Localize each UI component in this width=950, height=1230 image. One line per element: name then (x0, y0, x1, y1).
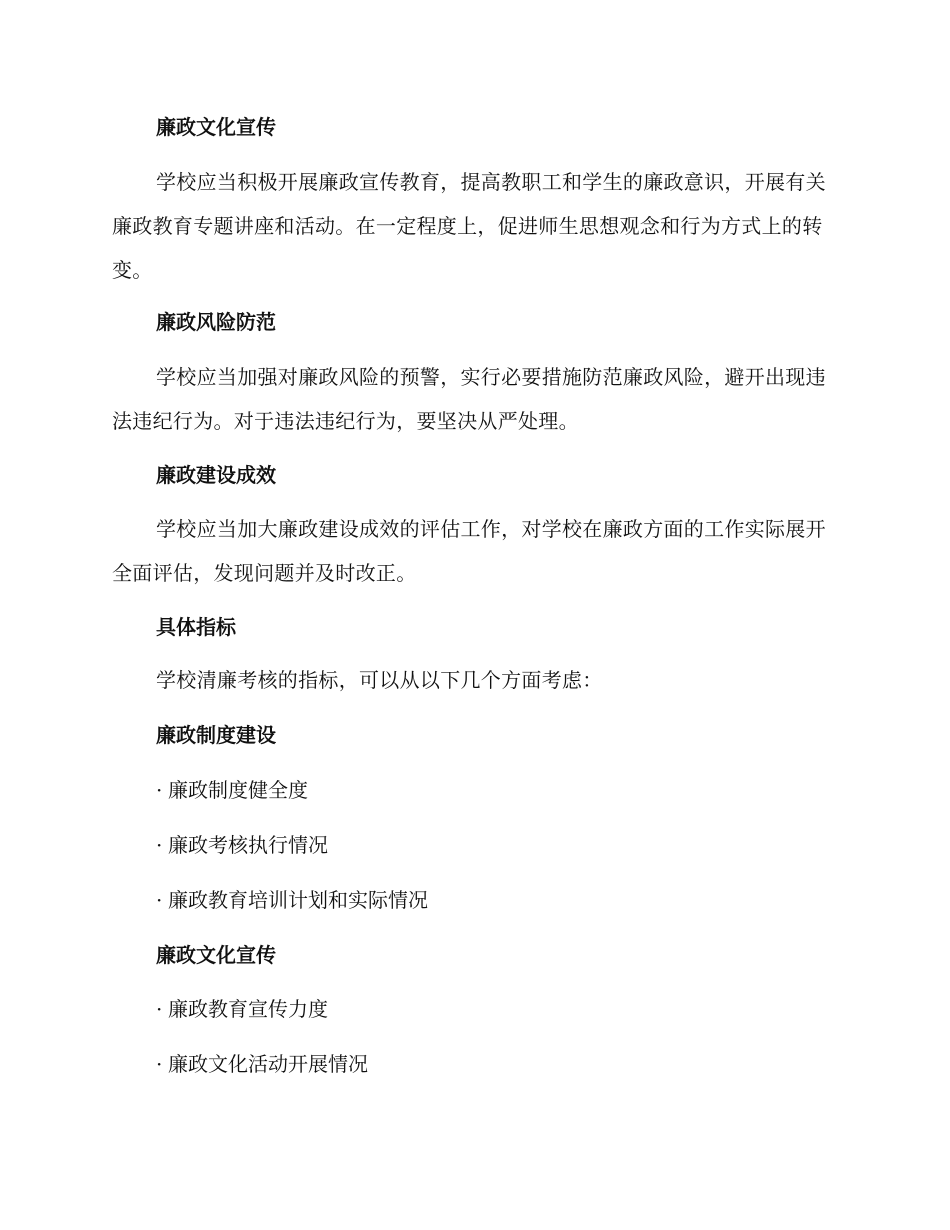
bullet-icon: · (156, 1052, 163, 1076)
bullet-icon: · (156, 888, 163, 912)
section-heading-risk: 廉政风险防范 (156, 310, 276, 334)
list-item-text: 廉政教育培训计划和实际情况 (168, 888, 428, 912)
section-heading-effectiveness: 廉政建设成效 (156, 463, 276, 487)
list-item (112, 775, 876, 805)
indicator-heading-system: 廉政制度建设 (156, 723, 276, 747)
section-paragraph-effectiveness: 学校应当加大廉政建设成效的评估工作，对学校在廉政方面的工作实际展开全面评估，发现问题并及时改正。 (112, 517, 826, 585)
bullet-icon: · (156, 833, 163, 857)
list-item (112, 1049, 876, 1079)
section-heading-culture: 廉政文化宣传 (156, 115, 276, 139)
document-page (112, 0, 832, 1230)
section-paragraph-culture: 学校应当积极开展廉政宣传教育，提高教职工和学生的廉政意识，开展有关廉政教育专题讲座和活动。在一定程度上，促进师生思想观念和行为方式上的转变。 (112, 170, 826, 282)
list-item-text: 廉政制度健全度 (168, 778, 308, 802)
bullet-icon: · (156, 997, 163, 1021)
list-item-text: 廉政考核执行情况 (168, 833, 328, 857)
section-paragraph-indicators: 学校清廉考核的指标，可以从以下几个方面考虑： (156, 668, 603, 692)
section-heading-indicators: 具体指标 (156, 615, 236, 639)
list-item (112, 830, 876, 860)
bullet-icon: · (156, 778, 163, 802)
list-item (112, 994, 876, 1024)
indicator-heading-culture: 廉政文化宣传 (156, 943, 276, 967)
list-item-text: 廉政教育宣传力度 (168, 997, 328, 1021)
list-item-text: 廉政文化活动开展情况 (168, 1052, 368, 1076)
section-paragraph-risk: 学校应当加强对廉政风险的预警，实行必要措施防范廉政风险，避开出现违法违纪行为。对于违法违纪行为，要坚决从严处理。 (112, 365, 826, 433)
list-item (112, 885, 876, 915)
